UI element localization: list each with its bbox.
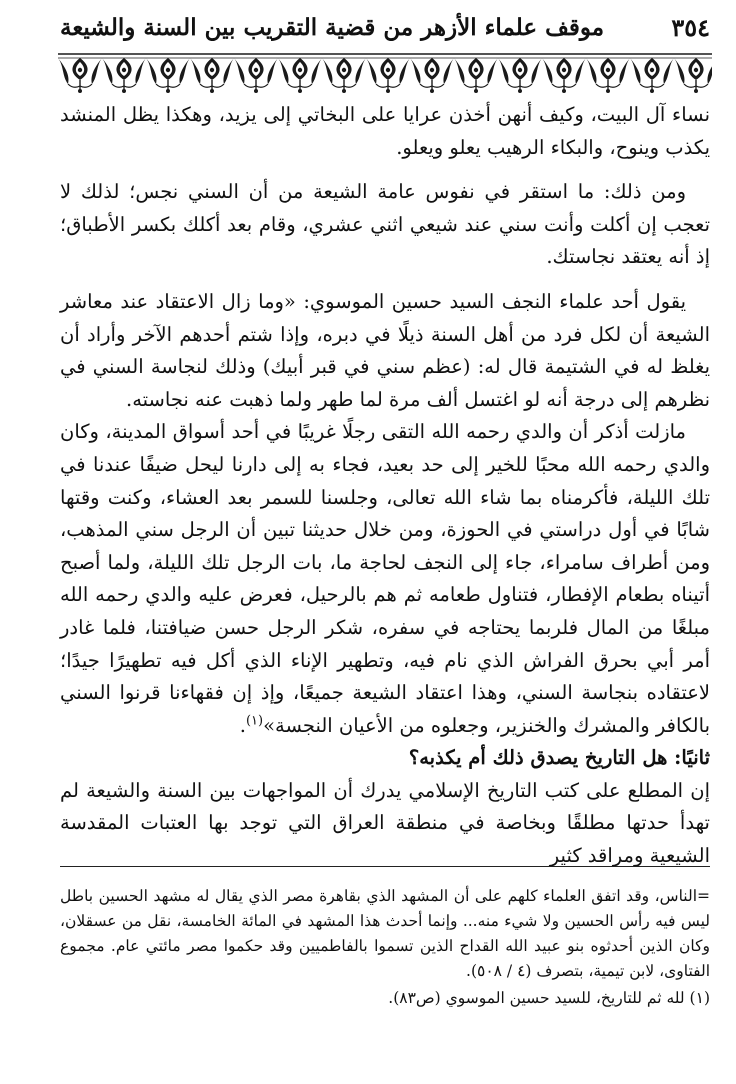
page-header (60, 8, 710, 46)
paragraph-5: إن المطلع على كتب التاريخ الإسلامي يدرك أن المواجهات بين السنة والشيعة لم تهدأ حدتها مطلقًا وبخاصة في منطقة العراق التي توجد بها العتبات المقدسة الشيعية ومراقد كثير (60, 778, 710, 868)
running-title: موقف علماء الأزهر من قضية التقريب بين السنة والشيعة (60, 13, 605, 41)
footnotes (60, 884, 710, 1011)
paragraph-3: يقول أحد علماء النجف السيد حسين الموسوي: «وما زال الاعتقاد عند معاشر الشيعة أن لكل فرد من أهل السنة ذيلًا في دبره، وإذا شتم أحدهم الآخر وأراد أن يغلظ له في الشتيمة قال له: (عظم سني في قبر أبيك) وذلك لنجاسة السني في نظرهم إلى درجة أنه لو اغتسل ألف مرة لما طهر ولما ذهبت عنه نجاسته. (60, 289, 710, 411)
paragraph-4: مازلت أذكر أن والدي رحمه الله التقى رجلًا غريبًا في أحد أسواق المدينة، وكان والدي رحمه الله محبًا للخير إلى حد بعيد، فجاء به إلى دارنا ليحل ضيفًا عندنا في تلك الليلة، فأكرمناه بما شاء الله تعالى، وجلسنا للسمر بعد العشاء، وكنت وقتها شابًا في أول دراستي في الحوزة، ومن خلال حديثنا تبين أن الرجل سني المذهب، ومن أطراف سامراء، جاء إلى النجف لحاجة ما، بات الرجل تلك الليلة، ولما أصبح أتيناه بطعام الإفطار، فتناول طعامه ثم هم بالرحيل، فعرض عليه والدي رحمه الله مبلغًا من المال فلربما يحتاجه في سفره، شكر الرجل حسن ضيافتنا، فلما غادر أمر أبي بحرق الفراش الذي نام فيه، وتطهير الإناء الذي أكل فيه تطهيرًا جيدًا؛ لاعتقاده بنجاسة السني، وهذا اعتقاد الشيعة جميعًا، وإذ إن فقهاءنا قرنوا السني بالكافر والمشرك والخنزير، وجعلوه من الأعيان النجسة»$^{(١)}$. (60, 420, 710, 737)
footnote-continued: =الناس، وقد اتفق العلماء كلهم على أن المشهد الذي بقاهرة مصر الذي يقال له مشهد الحسين باطل ليس فيه رأس الحسين ولا شيء منه... وإنما أحدث هذا المشهد في المائة الخامسة، نقل من عسقلان، وكان الذين أحدثوه بنو عبيد الله القداح الذين تسموا بالفاطميين وقد حكموا مصر مائتي عام. مجموع الفتاوى، لابن تيمية، بتصرف (٤ / ٥٠٨). (60, 887, 710, 980)
paragraph-2: ومن ذلك: ما استقر في نفوس عامة الشيعة من أن السني نجس؛ لذلك لا تعجب إن أكلت وأنت سني عند شيعي اثني عشري، وقام بعد أكلك بكسر الأطباق؛ إذ أنه يعتقد نجاستك. (60, 180, 710, 269)
footnote-1: (١) لله ثم للتاريخ، للسيد حسين الموسوي (ص٨٣). (388, 989, 710, 1007)
paragraph-1: نساء آل البيت، وكيف أنهن أخذن عرايا على البخاتي إلى يزيد، وهكذا يظل المنشد يكذب وينوح، والبكاء الرهيب يعلو ويعلو. (60, 103, 710, 159)
main-text (60, 99, 710, 873)
page-number: ٣٥٤ (671, 12, 710, 42)
footnote-separator (60, 866, 710, 867)
footnote-ref-1: (١) (245, 713, 264, 729)
section-heading: ثانيًا: هل التاريخ يصدق ذلك أم يكذبه؟ (408, 746, 710, 770)
book-page (60, 6, 710, 1076)
paragraph-4-text: مازلت أذكر أن والدي رحمه الله التقى رجلًا غريبًا في أحد أسواق المدينة، وكان والدي رحمه الله محبًا للخير إلى حد بعيد، فجاء به إلى دارنا ليحل ضيفًا عندنا في تلك الليلة، فأكرمناه بما شاء الله تعالى، وجلسنا للسمر بعد العشاء، وكنت وقتها شابًا في أول دراستي في الحوزة، ومن خلال حديثنا تبين أن الرجل سني المذهب، ومن أطراف سامراء، جاء إلى النجف لحاجة ما، بات الرجل تلك الليلة، ولما أصبح أتيناه بطعام الإفطار، فتناول طعامه ثم هم بالرحيل، فعرض عليه والدي رحمه الله مبلغًا من المال فلربما يحتاجه في سفره، شكر الرجل حسن ضيافتنا، فلما غادر أمر أبي بحرق الفراش الذي نام فيه، وتطهير الإناء الذي أكل فيه تطهيرًا جيدًا؛ لاعتقاده بنجاسة السني، وهذا اعتقاد الشيعة جميعًا، وإذ إن فقهاءنا قرنوا السني بالكافر والمشرك والخنزير، وجعلوه من الأعيان النجسة» (60, 420, 710, 737)
decorative-border-ornament (58, 46, 712, 94)
